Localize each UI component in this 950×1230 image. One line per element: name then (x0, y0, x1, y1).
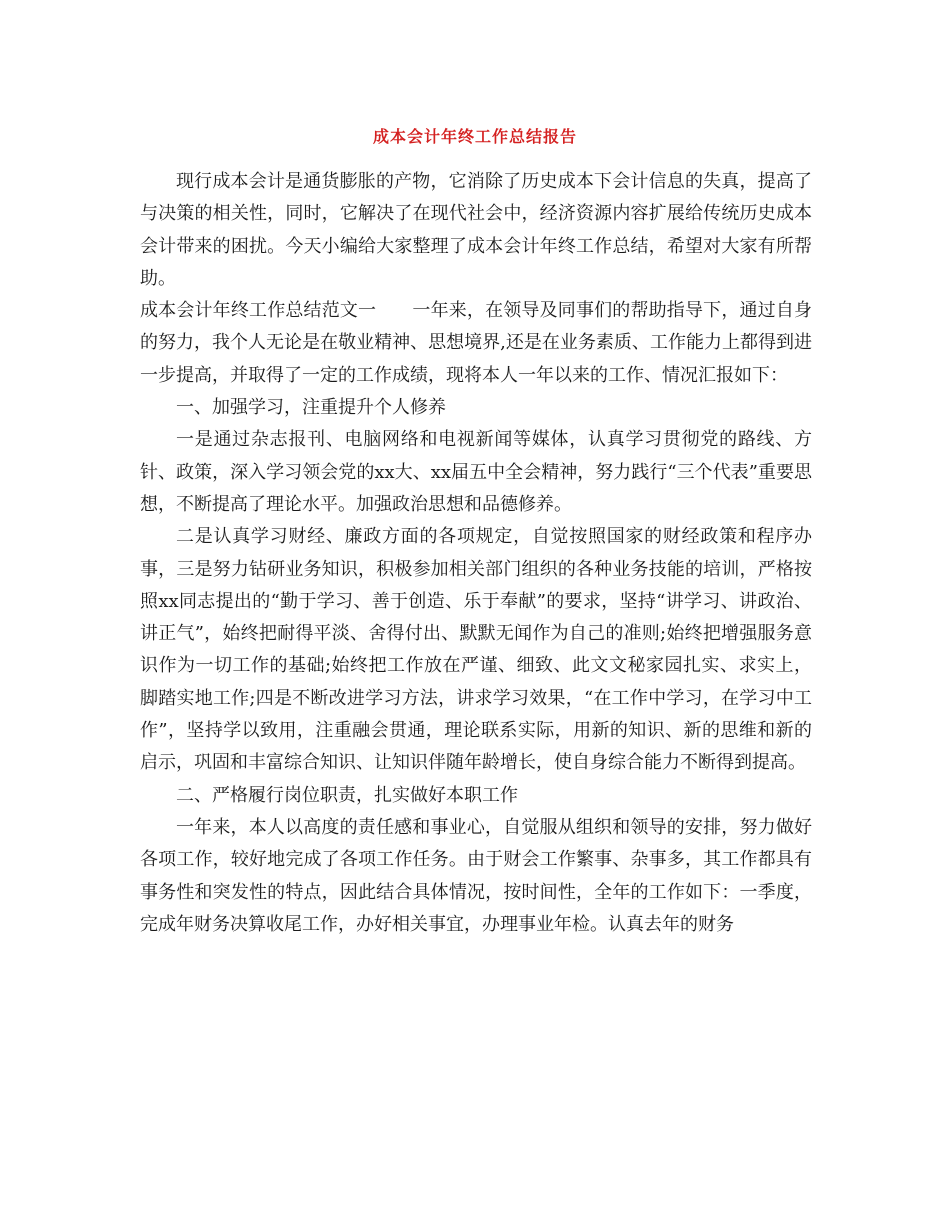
section1-paragraph-1: 一是通过杂志报刊、电脑网络和电视新闻等媒体，认真学习贯彻党的路线、方针、政策，深入学习领会党的xx大、xx届五中全会精神，努力践行“三个代表”重要思想，不断提高了理论水平。加强政治思想和品德修养。 (140, 429, 812, 515)
section1-paragraph-2: 二是认真学习财经、廉政方面的各项规定，自觉按照国家的财经政策和程序办事，三是努力钻研业务知识，积极参加相关部门组织的各种业务技能的培训，严格按照xx同志提出的“勤于学习、善于创造、乐于奉献”的要求，坚持“讲学习、讲政治、讲正气”，始终把耐得平淡、舍得付出、默默无闻作为自己的准则;始终把增强服务意识作为一切工作的基础;始终把工作放在严谨、细致、此文文秘家园扎实、求实上，脚踏实地工作;四是不断改进学习方法，讲求学习效果，“在工作中学习，在学习中工作”，坚持学以致用，注重融会贯通，理论联系实际，用新的知识、新的思维和新的启示，巩固和丰富综合知识、让知识伴随年龄增长，使自身综合能力不断得到提高。 (140, 526, 812, 774)
section2-paragraph-1: 一年来，本人以高度的责任感和事业心，自觉服从组织和领导的安排，努力做好各项工作，较好地完成了各项工作任务。由于财会工作繁事、杂事多，其工作都具有事务性和突发性的特点，因此结合具体情况，按时间性，全年的工作如下：一季度，完成年财务决算收尾工作，办好相关事宜，办理事业年检。认真去年的财务 (140, 816, 812, 935)
sample-opening-text: 一年来，在领导及同事们的帮助指导下，通过自身的努力，我个人无论是在敬业精神、思想境界,还是在业务素质、工作能力上都得到进一步提高，并取得了一定的工作成绩，现将本人一年以来的工作、情况汇报如下： (140, 300, 813, 386)
section-heading-2: 二、严格履行岗位职责，扎实做好本职工作 (176, 784, 518, 806)
document-body (140, 166, 812, 941)
page-title: 成本会计年终工作总结报告 (372, 127, 577, 146)
section-heading-1: 一、加强学习，注重提升个人修养 (176, 397, 446, 419)
intro-paragraph: 现行成本会计是通货膨胀的产物，它消除了历史成本下会计信息的失真，提高了与决策的相关性，同时，它解决了在现代社会中，经济资源内容扩展给传统历史成本会计带来的困扰。今天小编给大家整理了成本会计年终工作总结，希望对大家有所帮助。 (140, 171, 812, 289)
sample-paragraph (140, 295, 812, 392)
sample-heading: 成本会计年终工作总结范文一 (140, 300, 377, 322)
